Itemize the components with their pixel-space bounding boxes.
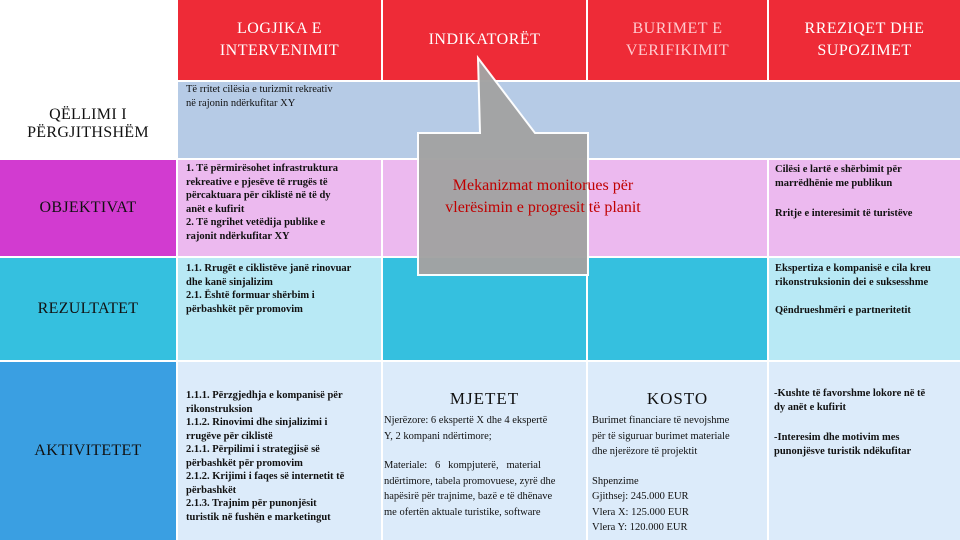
means-line: ndërtimore, tabela promovuese, zyrë dhe xyxy=(384,475,556,487)
results-line: 1.1. Rrugët e ciklistëve janë rinovuar xyxy=(186,263,352,274)
means-line: Njerëzore: 6 ekspertë X dhe 4 ekspertë xyxy=(384,415,548,426)
activities-line: përbashkët xyxy=(186,484,237,496)
cost-line: Vlera Y: 120.000 EUR xyxy=(592,522,688,533)
results-line: 2.1. Është formuar shërbim i xyxy=(186,290,315,301)
activities-line: rikonstruksion xyxy=(186,403,253,415)
row-label-general-objective: QËLLIMI I PËRGJITHSHËM xyxy=(27,106,149,141)
objectives-risk-line: Cilësi e lartë e shërbimit për xyxy=(775,164,902,175)
header-verification-sources: BURIMET E VERIFIKIMIT xyxy=(588,0,767,80)
activities-line: rrugëve për ciklistë xyxy=(186,430,273,442)
activities-risk-line: punonjësve turistik ndëkufitar xyxy=(774,445,912,457)
cost-title: KOSTO xyxy=(646,389,709,408)
general-objective-line: në rajonin ndërkufitar XY xyxy=(186,97,296,109)
header-risks-assumptions: RREZIQET DHE SUPOZIMET xyxy=(769,0,960,80)
cost-line: dhe njerëzore të projektit xyxy=(592,446,698,457)
results-line: përbashkët për promovim xyxy=(186,303,303,315)
activities-line: 2.1.2. Krijimi i faqes së internetit të xyxy=(186,471,345,482)
means-line: Y, 2 kompani ndërtimore; xyxy=(384,430,492,442)
activities-line: përbashkët për promovim xyxy=(186,457,303,469)
callout-bubble xyxy=(418,58,588,275)
callout-text: Mekanizmat monitorues për vlerësimin e progresit të planit xyxy=(445,177,641,216)
activities-line: turistik në fushën e marketingut xyxy=(186,511,331,523)
activities-risk-line: -Kushte të favorshme lokore në të xyxy=(774,388,926,399)
objectives-line: anët e kufirit xyxy=(186,203,245,215)
objectives-line: 1. Të përmirësohet infrastruktura xyxy=(186,163,339,174)
objectives-line: 2. Të ngrihet vetëdija publike e xyxy=(186,217,326,228)
activities-risk-line: -Interesim dhe motivim mes xyxy=(774,432,900,443)
cost-line: Burimet financiare të nevojshme xyxy=(592,415,730,426)
objectives-line: rajonit ndërkufitar XY xyxy=(186,230,290,242)
means-line: me ofertën aktuale turistike, software xyxy=(384,506,541,518)
row-label-results: REZULTATET xyxy=(0,258,176,360)
general-objective-line: Të rritet cilësia e turizmit rekreativ xyxy=(186,84,333,95)
activities-line: 1.1.1. Përzgjedhja e kompanisë për xyxy=(186,390,343,401)
activities-line: 2.1.1. Përpilimi i strategjisë së xyxy=(186,444,320,455)
results-line: dhe kanë sinjalizim xyxy=(186,276,273,288)
objectives-line: rekreative e pjesëve të rrugës të xyxy=(186,176,328,188)
results-risk-line: Ekspertiza e kompanisë e cila kreu xyxy=(775,263,931,274)
results-risk-line: rikonstruksionin dei e suksesshme xyxy=(775,276,929,288)
row-label-objectives: OBJEKTIVAT xyxy=(0,160,176,256)
results-risk-line: Qëndrueshmëri e partneritetit xyxy=(775,305,911,316)
activities-risk-line: dy anët e kufirit xyxy=(774,401,847,413)
row-label-activities: AKTIVITETET xyxy=(0,362,176,540)
activities-line: 1.1.2. Rinovimi dhe sinjalizimi i xyxy=(186,417,328,428)
objectives-risk-line: Rritje e interesimit të turistëve xyxy=(775,208,913,219)
header-intervention-logic: LOGJIKA E INTERVENIMIT xyxy=(178,0,381,80)
cost-line: Gjithsej: 245.000 EUR xyxy=(592,491,689,502)
means-line: Materiale: 6 kompjuterë, material xyxy=(384,460,541,471)
means-title: MJETET xyxy=(449,389,520,408)
objectives-line: përcaktuara për ciklistë në të dy xyxy=(186,190,331,201)
header-indicators: INDIKATORËT xyxy=(383,0,586,80)
objectives-risk-line: marrëdhënie me publikun xyxy=(775,177,893,189)
cost-line: për të siguruar burimet materiale xyxy=(592,430,730,442)
cost-line: Vlera X: 125.000 EUR xyxy=(592,506,689,518)
cost-line: Shpenzime xyxy=(592,475,639,487)
means-line: hapësirë për trajnime, bazë e të dhënave xyxy=(384,491,553,502)
activities-line: 2.1.3. Trajnim për punonjësit xyxy=(186,498,317,509)
